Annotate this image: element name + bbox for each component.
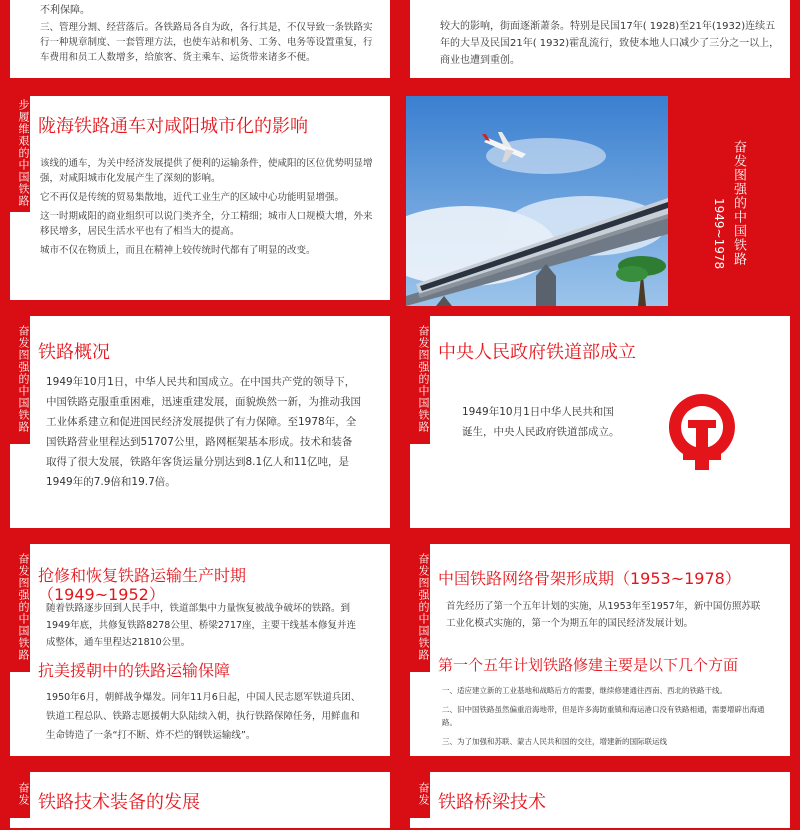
slide-6 [400, 310, 800, 538]
railway-logo-icon [665, 390, 739, 472]
slide-3 [0, 90, 400, 310]
slide-3-p3: 这一时期咸阳的商业组织可以说门类齐全，分工精细；城市人口规模大增，外来移民增多，居民生活水平也有了相当大的提高。 [40, 211, 373, 237]
slide-1-text-b: 三、管理分割、经营落后。各铁路局各自为政，各行其是，不仅导致一条铁路实行一种规章制度、一套管理方法，也使车站和机务、工务、电务等设置重复，行车费用和员工人数增多，给旅客、货主乘车、运货带来诸多不便。 [40, 22, 373, 63]
slide-10-tag: 奋发 [408, 770, 430, 818]
slide-6-body: 1949年10月1日中华人民共和国诞生，中央人民政府铁道部成立。 [462, 406, 620, 438]
slide-7 [0, 538, 400, 766]
slide-1-text-a: 不利保障。 [40, 5, 90, 16]
slide-6-tag: 奋发图强的中国铁路 [408, 314, 430, 444]
slide-8-subtitle: 第一个五年计划铁路修建主要是以下几个方面 [438, 656, 739, 674]
slide-5 [0, 310, 400, 538]
slide-7-tag: 奋发图强的中国铁路 [8, 542, 30, 672]
slide-8-list [442, 684, 772, 754]
slide-7-title: 抢修和恢复铁路运输生产时期（1949~1952） [38, 566, 247, 604]
slide-4-vertical-title: 奋发图强的中国铁路 [731, 140, 746, 266]
slide-7-p2: 1950年6月，朝鲜战争爆发。同年11月6日起，中国人民志愿军铁道兵团、铁道工程总队、铁路志愿援朝大队陆续入朝，执行铁路保障任务，用鲜血和生命铸造了一条“打不断、炸不烂的钢铁运输线”。 [46, 692, 361, 741]
slide-10-title: 铁路桥梁技术 [438, 792, 546, 813]
slide-5-tag: 奋发图强的中国铁路 [8, 314, 30, 444]
train-photo [406, 96, 668, 306]
slide-9 [0, 766, 400, 813]
slide-5-body: 1949年10月1日，中华人民共和国成立。在中国共产党的领导下，中国铁路克服重重困难，迅速重建发展，面貌焕然一新，为推动我国工业体系建立和促进国民经济发展提供了有力保障。至1978年，全国铁路营业里程达到51707公里，路网框架基本形成。技术和装备取得了很大发展，铁路年客货运量分别达到8.1亿人和11亿吨，是1949年的7.9倍和19.7倍。 [46, 376, 361, 488]
slide-6-title: 中央人民政府铁道部成立 [438, 342, 636, 363]
slide-3-title: 陇海铁路通车对咸阳城市化的影响 [38, 116, 308, 137]
slide-2 [400, 0, 800, 90]
slide-3-tag: 步履维艰的中国铁路 [8, 94, 30, 212]
slide-2-panel [408, 0, 792, 80]
slide-3-p2: 它不再仅是传统的贸易集散地，近代工业生产的区域中心功能明显增强。 [40, 192, 345, 203]
slide-3-body [40, 156, 380, 262]
slide-7-title2: 抗美援朝中的铁路运输保障 [38, 661, 231, 680]
slide-3-p4: 城市不仅在物质上，而且在精神上较传统时代都有了明显的改变。 [40, 245, 316, 256]
slide-4 [400, 90, 800, 310]
slide-8-title: 中国铁路网络骨架形成期（1953~1978） [438, 569, 741, 588]
slide-3-p1: 该线的通车，为关中经济发展提供了便利的运输条件，使咸阳的区位优势明显增强，对咸阳城市化发展产生了深刻的影响。 [40, 158, 373, 184]
slide-1-panel [8, 0, 392, 80]
slide-7-p1: 随着铁路逐步回到人民手中，铁道部集中力量恢复被战争破坏的铁路。到1949年底，共修复铁路8278公里、桥梁2717座，主要干线基本修复并连成整体，通车里程达21810公里。 [46, 603, 357, 648]
slide-4-years: 1949~1978 [712, 198, 726, 270]
slide-8-item: 一、适应建立新的工业基地和战略后方的需要，继续修建通往西南、西北的铁路干线。 [442, 686, 727, 695]
slide-8-item: 二、旧中国铁路虽然偏重沿海地带，但是许多海防重镇和海运港口没有铁路相通，需要增辟出海通路。 [442, 705, 765, 727]
slide-2-text-a: 较大的影响，街面逐渐萧条。特别是民国17年( 1928)至21年(1932)连续五年的大旱及民国21年( 1932)霍乱流行，致使本地人口减少了三分之一以上，商业也遭到重创。 [440, 21, 780, 66]
slide-8-item: 三、为了加强和苏联、蒙古人民共和国的交往，增建新的国际联运线 [442, 737, 667, 746]
slide-8 [400, 538, 800, 766]
slide-8-tag: 奋发图强的中国铁路 [408, 542, 430, 672]
slide-1 [0, 0, 400, 90]
slide-10 [400, 766, 800, 813]
slide-9-title: 铁路技术装备的发展 [38, 792, 200, 813]
slide-9-tag: 奋发 [8, 770, 30, 818]
slide-5-title: 铁路概况 [38, 342, 110, 363]
slide-8-p1: 首先经历了第一个五年计划的实施，从1953年至1957年，新中国仿照苏联工业化模式实施的，第一个为期五年的国民经济发展计划。 [446, 601, 761, 629]
